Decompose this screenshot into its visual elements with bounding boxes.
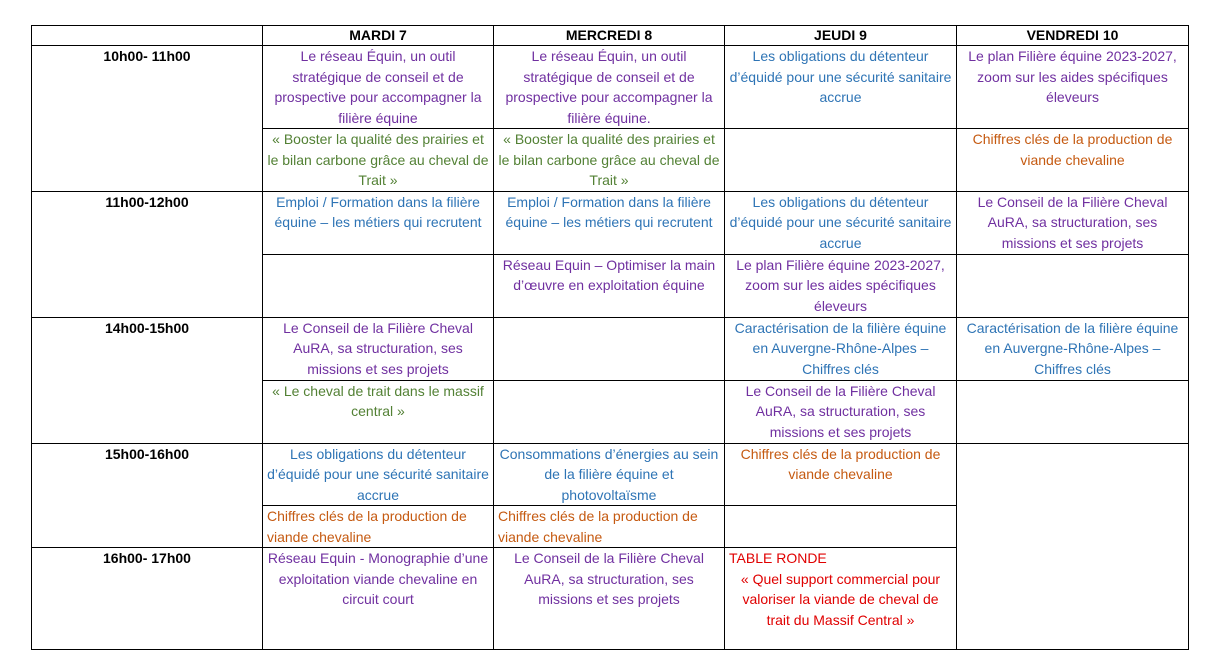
- empty-cell: [494, 380, 725, 443]
- time-slot: 14h00-15h00: [32, 317, 263, 443]
- session-cell: Le réseau Équin, un outil stratégique de conseil et de prospective pour accompagner la filière équine: [263, 46, 494, 129]
- session-cell: Consommations d’énergies au sein de la filière équine et photovoltaïsme: [494, 443, 725, 506]
- empty-cell: [957, 443, 1189, 650]
- session-cell: Chiffres clés de la production de viande chevaline: [957, 129, 1189, 192]
- session-cell: Le Conseil de la Filière Cheval AuRA, sa structuration, ses missions et ses projets: [494, 548, 725, 650]
- header-vendredi: VENDREDI 10: [957, 26, 1189, 46]
- table-row: [32, 317, 1189, 380]
- session-cell: Chiffres clés de la production de viande chevaline: [263, 506, 494, 548]
- empty-cell: [494, 317, 725, 380]
- session-cell: Emploi / Formation dans la filière équine – les métiers qui recrutent: [494, 191, 725, 254]
- table-row: [32, 46, 1189, 129]
- session-cell: Réseau Equin – Optimiser la main d’œuvre en exploitation équine: [494, 254, 725, 317]
- session-cell: [725, 548, 957, 650]
- time-slot: 15h00-16h00: [32, 443, 263, 548]
- session-cell: Le plan Filière équine 2023-2027, zoom sur les aides spécifiques éleveurs: [957, 46, 1189, 129]
- header-mercredi: MERCREDI 8: [494, 26, 725, 46]
- session-cell: Le réseau Équin, un outil stratégique de conseil et de prospective pour accompagner la filière équine.: [494, 46, 725, 129]
- header-empty: [32, 26, 263, 46]
- time-slot: 16h00- 17h00: [32, 548, 263, 650]
- time-slot: 10h00- 11h00: [32, 46, 263, 192]
- time-slot: 11h00-12h00: [32, 191, 263, 317]
- table-ronde-title: TABLE RONDE: [729, 550, 827, 566]
- table-row: [32, 443, 1189, 506]
- header-jeudi: JEUDI 9: [725, 26, 957, 46]
- table-row: [32, 191, 1189, 254]
- session-cell: Les obligations du détenteur d’équidé pour une sécurité sanitaire accrue: [725, 46, 957, 129]
- session-cell: Le Conseil de la Filière Cheval AuRA, sa structuration, ses missions et ses projets: [263, 317, 494, 380]
- session-cell: Le Conseil de la Filière Cheval AuRA, sa structuration, ses missions et ses projets: [957, 191, 1189, 254]
- session-cell: « Booster la qualité des prairies et le bilan carbone grâce au cheval de Trait »: [263, 129, 494, 192]
- schedule-table: [31, 25, 1189, 650]
- empty-cell: [725, 506, 957, 548]
- session-cell: Caractérisation de la filière équine en Auvergne-Rhône-Alpes – Chiffres clés: [725, 317, 957, 380]
- empty-cell: [957, 380, 1189, 443]
- session-cell: « Booster la qualité des prairies et le bilan carbone grâce au cheval de Trait »: [494, 129, 725, 192]
- session-cell: Le Conseil de la Filière Cheval AuRA, sa structuration, ses missions et ses projets: [725, 380, 957, 443]
- session-cell: Le plan Filière équine 2023-2027, zoom sur les aides spécifiques éleveurs: [725, 254, 957, 317]
- header-row: [32, 26, 1189, 46]
- empty-cell: [725, 129, 957, 192]
- empty-cell: [957, 254, 1189, 317]
- header-mardi: MARDI 7: [263, 26, 494, 46]
- session-cell: « Le cheval de trait dans le massif central »: [263, 380, 494, 443]
- table-ronde-body: « Quel support commercial pour valoriser la viande de cheval de trait du Massif Central »: [740, 570, 941, 628]
- session-cell: Les obligations du détenteur d’équidé pour une sécurité sanitaire accrue: [263, 443, 494, 506]
- session-cell: Emploi / Formation dans la filière équine – les métiers qui recrutent: [263, 191, 494, 254]
- session-cell: Réseau Equin - Monographie d’une exploitation viande chevaline en circuit court: [263, 548, 494, 650]
- empty-cell: [263, 254, 494, 317]
- session-cell: Caractérisation de la filière équine en Auvergne-Rhône-Alpes – Chiffres clés: [957, 317, 1189, 380]
- session-cell: Chiffres clés de la production de viande chevaline: [494, 506, 725, 548]
- session-cell: Chiffres clés de la production de viande chevaline: [725, 443, 957, 506]
- session-cell: Les obligations du détenteur d’équidé pour une sécurité sanitaire accrue: [725, 191, 957, 254]
